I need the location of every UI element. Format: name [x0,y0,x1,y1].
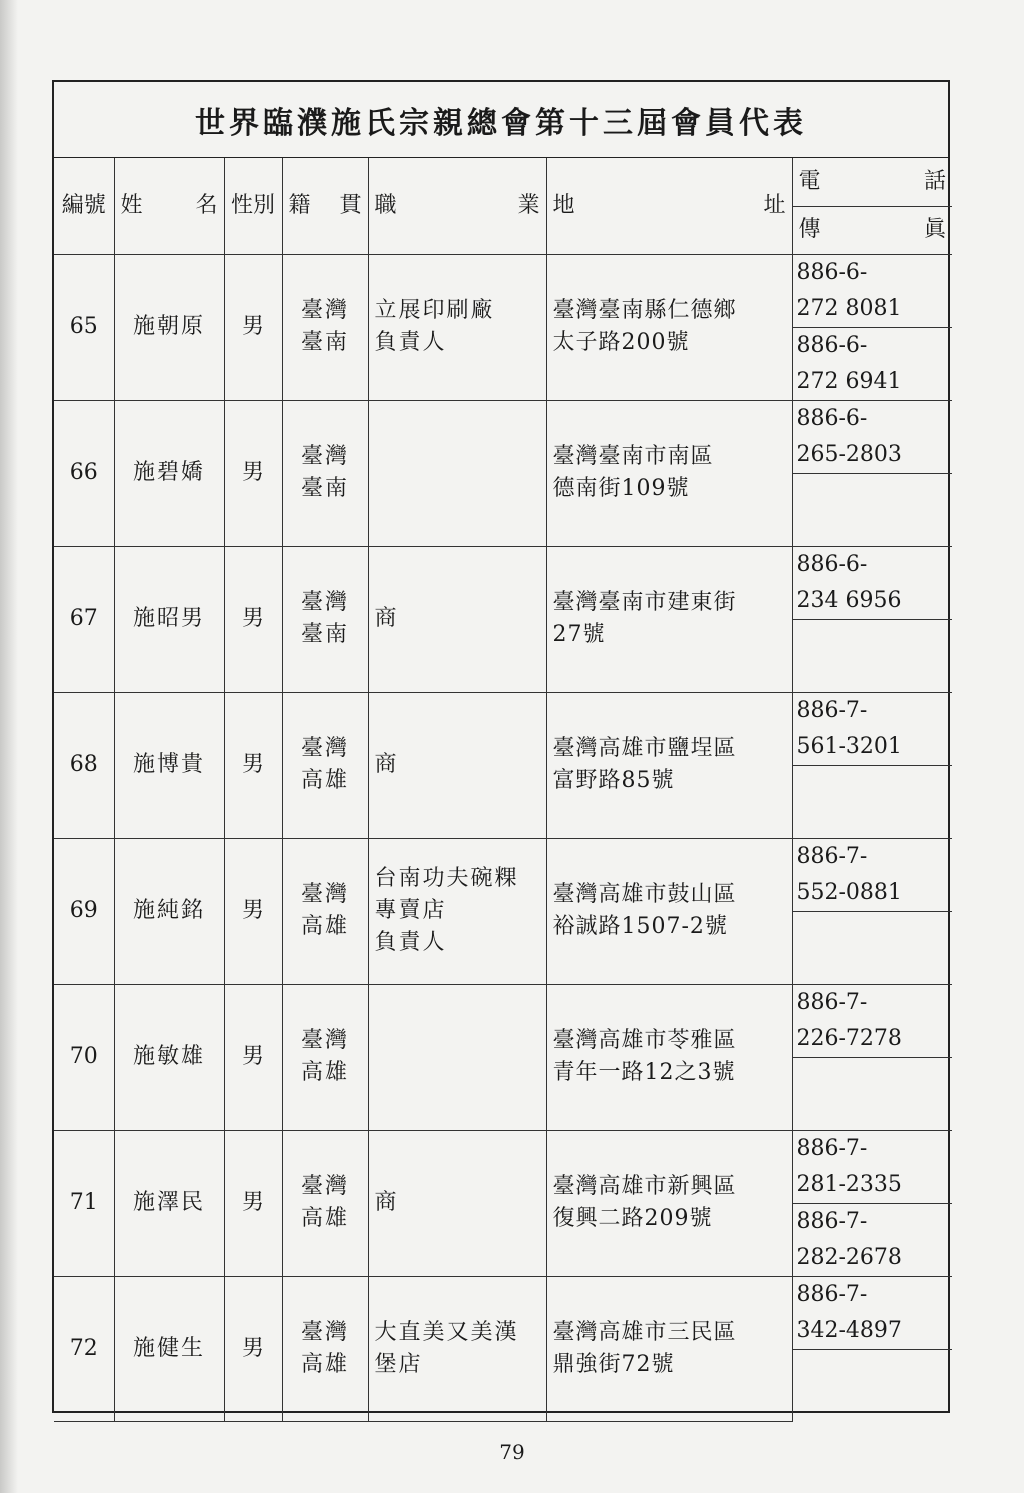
member-address: 臺灣高雄市鼓山區 裕誠路1507-2號 [546,838,792,984]
member-name: 施博貴 [114,692,224,838]
member-fax [792,1057,952,1130]
member-job: 大直美又美漢 堡店 [368,1276,546,1422]
header-origin: 籍 貫 [282,158,368,254]
member-origin: 臺灣 高雄 [282,1130,368,1276]
binding-shadow [0,0,18,1493]
header-job: 職 業 [368,158,546,254]
member-no: 72 [54,1276,114,1422]
member-no: 71 [54,1130,114,1276]
member-address: 臺灣臺南市南區 德南街109號 [546,400,792,546]
table-row [54,692,952,765]
member-phone: 886-6- 265-2803 [792,400,952,473]
table-row [54,546,952,619]
member-name: 施健生 [114,1276,224,1422]
member-fax: 886-7- 282-2678 [792,1203,952,1276]
member-address: 臺灣高雄市三民區 鼎強街72號 [546,1276,792,1422]
member-name: 施純銘 [114,838,224,984]
member-job: 台南功夫碗粿 專賣店 負責人 [368,838,546,984]
member-job: 立展印刷廠 負責人 [368,254,546,400]
member-sex: 男 [224,400,282,546]
member-phone: 886-7- 561-3201 [792,692,952,765]
member-no: 66 [54,400,114,546]
member-sex: 男 [224,1276,282,1422]
member-origin: 臺灣 高雄 [282,1276,368,1422]
header-no: 編號 [54,158,114,254]
member-phone: 886-7- 281-2335 [792,1130,952,1203]
table-row [54,838,952,911]
member-fax [792,765,952,838]
member-fax: 886-6- 272 6941 [792,327,952,400]
member-sex: 男 [224,838,282,984]
member-name: 施昭男 [114,546,224,692]
member-origin: 臺灣 高雄 [282,692,368,838]
member-sex: 男 [224,984,282,1130]
member-address: 臺灣高雄市苓雅區 青年一路12之3號 [546,984,792,1130]
member-job: 商 [368,546,546,692]
header-address: 地 址 [546,158,792,254]
member-phone: 886-6- 272 8081 [792,254,952,327]
member-sex: 男 [224,254,282,400]
member-origin: 臺灣 高雄 [282,838,368,984]
table-row [54,1130,952,1203]
member-fax [792,911,952,984]
member-job: 商 [368,692,546,838]
member-no: 69 [54,838,114,984]
member-job [368,984,546,1130]
table-row [54,400,952,473]
member-table [54,158,952,1422]
member-table-frame [52,80,950,1413]
member-fax [792,619,952,692]
header-sex: 性別 [224,158,282,254]
member-address: 臺灣高雄市新興區 復興二路209號 [546,1130,792,1276]
member-fax [792,473,952,546]
member-no: 70 [54,984,114,1130]
member-no: 67 [54,546,114,692]
page-number: 79 [499,1440,525,1464]
member-job [368,400,546,546]
member-sex: 男 [224,1130,282,1276]
member-phone: 886-7- 552-0881 [792,838,952,911]
table-row [54,1276,952,1349]
member-fax [792,1349,952,1422]
page-title: 世界臨濮施氏宗親總會第十三屆會員代表 [54,82,948,158]
header-phone: 電 話 [792,158,952,206]
member-sex: 男 [224,546,282,692]
member-origin: 臺灣 臺南 [282,254,368,400]
member-origin: 臺灣 臺南 [282,546,368,692]
header-name: 姓 名 [114,158,224,254]
member-name: 施澤民 [114,1130,224,1276]
member-origin: 臺灣 高雄 [282,984,368,1130]
member-address: 臺灣臺南市建東街 27號 [546,546,792,692]
member-no: 65 [54,254,114,400]
member-no: 68 [54,692,114,838]
member-name: 施敏雄 [114,984,224,1130]
member-address: 臺灣臺南縣仁德鄉 太子路200號 [546,254,792,400]
member-origin: 臺灣 臺南 [282,400,368,546]
member-name: 施朝原 [114,254,224,400]
member-name: 施碧嬌 [114,400,224,546]
member-phone: 886-6- 234 6956 [792,546,952,619]
member-sex: 男 [224,692,282,838]
member-job: 商 [368,1130,546,1276]
member-phone: 886-7- 342-4897 [792,1276,952,1349]
header-fax: 傳 眞 [792,206,952,254]
member-address: 臺灣高雄市鹽埕區 富野路85號 [546,692,792,838]
table-row [54,254,952,327]
member-phone: 886-7- 226-7278 [792,984,952,1057]
table-row [54,984,952,1057]
